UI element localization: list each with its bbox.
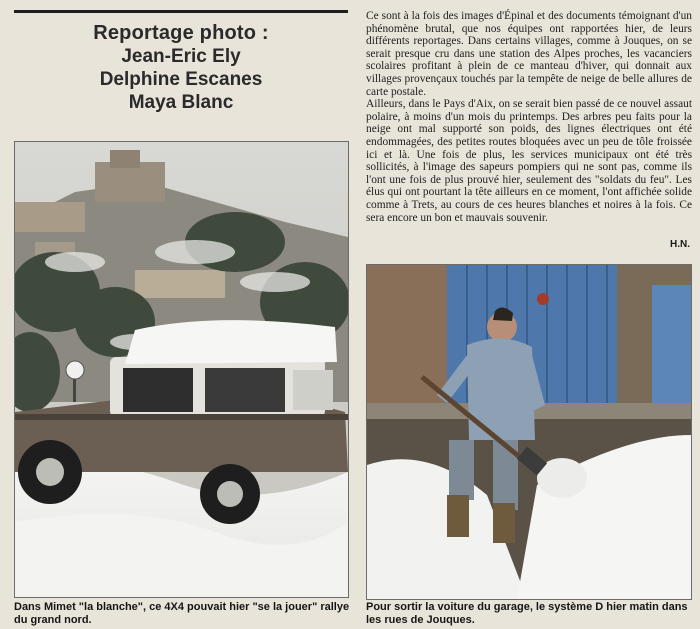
caption-right: Pour sortir la voiture du garage, le système D hier matin dans les rues de Jouques. — [366, 601, 688, 626]
credit-name: Maya Blanc — [128, 92, 234, 113]
credits-heading: Reportage photo : — [93, 22, 269, 44]
credit-name: Delphine Escanes — [99, 69, 263, 90]
photo-shoveling-image — [367, 265, 691, 599]
article-paragraph: Ailleurs, dans le Pays d'Aix, on se serait bien passé de ce nouvel assaut polaire, à moins d'un mois du printemps. Des arbres peu faits pour la neige ont mal supporté son poids, des lignes électriques ont été endommagées, des petites routes bloquées avec un peu de tôle froissée ici et là. Une fois de plus, les services municipaux ont été très sollicités, à l'image des sapeurs pompiers qui ne sont pas, comme ils l'ont une fois de plus prouvé hier, seulement des "soldats du feu". Les élus qui ont pourtant la tête ailleurs en ce moment, l'ont affichée solide comme à Trets, au cours de ces heures blanches et noires à la fois. Ce sera encore un bon et mauvais souvenir. — [366, 98, 692, 224]
article-paragraph: Ce sont à la fois des images d'Épinal et des documents témoignant d'un phénomène brutal, que nos équipes ont rapportées hier, de leurs différents reportages. Dans certains villages, comme à Jouques, on se serait presque cru dans une station des Alpes proches, les vacanciers scolaires profitant à plein de ce manteau d'hiver, qui donnait aux villages provençaux touchés par la tempête de neige de belle allures de carte postale. — [366, 10, 692, 98]
caption-left: Dans Mimet "la blanche", ce 4X4 pouvait hier "se la jouer" rallye du grand nord. — [14, 601, 350, 626]
column-rule — [14, 10, 348, 13]
credit-name: Jean-Eric Ely — [121, 46, 241, 67]
article-signature: H.N. — [670, 239, 690, 250]
photo-credits — [14, 18, 348, 122]
photo-snowy-4x4 — [14, 141, 349, 598]
photo-shoveling-snow — [366, 264, 692, 600]
article-body — [366, 10, 692, 224]
photo-4x4-image — [15, 142, 348, 597]
